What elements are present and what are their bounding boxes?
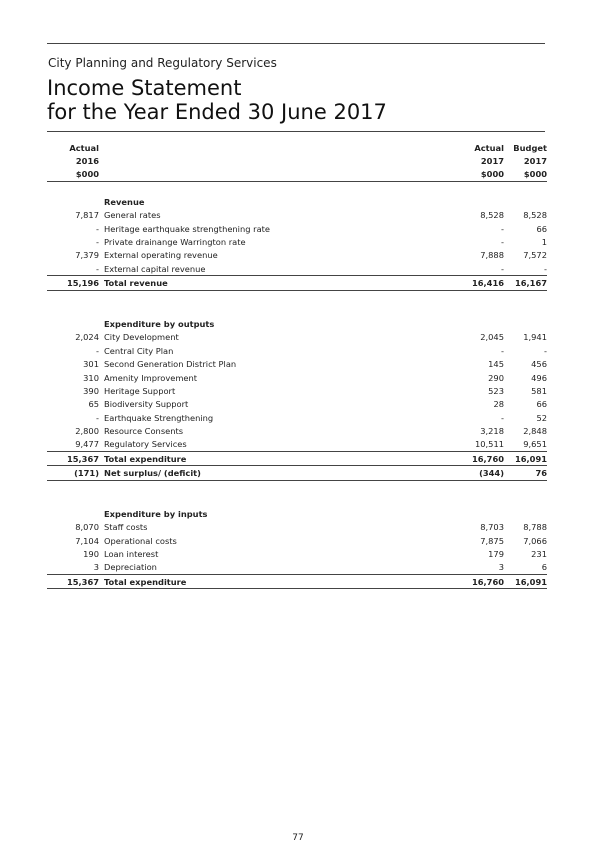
budget-2017-value: 7,066	[523, 535, 547, 546]
table-row	[47, 371, 547, 384]
header-row	[47, 168, 547, 182]
budget-2017-value: 8,528	[523, 210, 547, 221]
table-row	[47, 438, 547, 452]
header-row	[47, 141, 547, 154]
page-subtitle: for the Year Ended 30 June 2017	[47, 100, 387, 124]
actual-2016-value: 2,024	[75, 332, 99, 343]
spacer-row	[47, 480, 547, 494]
line-item-label: External capital revenue	[104, 263, 206, 274]
line-item-label: Second Generation District Plan	[104, 359, 237, 370]
budget-2017-value: 7,572	[523, 250, 547, 261]
actual-2016-value: -	[96, 412, 99, 423]
budget-2017-value: 1	[541, 237, 547, 248]
column-headers	[47, 141, 547, 182]
line-item-label: Earthquake Strengthening	[104, 412, 214, 423]
spacer-row	[47, 182, 547, 196]
budget-2017-value: 16,091	[504, 575, 547, 589]
section-heading: Expenditure by inputs	[104, 508, 208, 519]
budget-2017-value: 1,941	[523, 332, 547, 343]
spacer-row	[47, 494, 547, 507]
budget-2017-value: 52	[536, 412, 547, 423]
table-row	[47, 235, 547, 248]
actual-2016-value: 15,367	[47, 575, 99, 589]
line-item-label: Amenity Improvement	[104, 372, 198, 383]
col-header-actual-2017: Actual	[474, 142, 504, 153]
actual-2017-value: 10,511	[474, 439, 504, 450]
actual-2017-value: 16,760	[449, 575, 504, 589]
actual-2017-value: -	[501, 263, 504, 274]
budget-2017-value: 496	[531, 372, 547, 383]
line-item-label: Resource Consents	[104, 425, 184, 436]
line-item-label: Loan interest	[104, 548, 159, 559]
table-row	[47, 249, 547, 262]
line-item-label: Central City Plan	[104, 345, 174, 356]
page-title: Income Statement	[47, 76, 242, 100]
col-header-year-2017-budget: 2017	[523, 156, 547, 167]
actual-2016-value: 7,379	[75, 250, 99, 261]
section-heading-row	[47, 507, 547, 520]
total-revenue-row	[47, 276, 547, 290]
budget-2017-value: 581	[531, 385, 547, 396]
actual-2016-value: 7,104	[75, 535, 99, 546]
budget-2017-value: 76	[504, 466, 547, 480]
actual-2016-value: 190	[83, 548, 99, 559]
table-row	[47, 411, 547, 424]
table-row	[47, 222, 547, 235]
actual-2016-value: 7,817	[75, 210, 99, 221]
col-header-unit-2017: $000	[449, 168, 504, 182]
line-item-label: Biodiversity Support	[104, 399, 189, 410]
col-header-year-2016: 2016	[75, 156, 99, 167]
actual-2017-value: 8,703	[480, 522, 504, 533]
table-row	[47, 262, 547, 276]
header-row	[47, 154, 547, 167]
actual-2017-value: 523	[488, 385, 504, 396]
actual-2017-value: 8,528	[480, 210, 504, 221]
total-expenditure-inputs-row	[47, 575, 547, 589]
line-item-label: General rates	[104, 210, 161, 221]
statement-body	[47, 182, 547, 589]
net-surplus-row	[47, 466, 547, 480]
actual-2016-value: 301	[83, 359, 99, 370]
line-item-label: Depreciation	[104, 562, 157, 573]
line-item-label: Total expenditure	[99, 451, 449, 465]
actual-2016-value: -	[96, 237, 99, 248]
budget-2017-value: 66	[536, 223, 547, 234]
actual-2017-value: 16,416	[449, 276, 504, 290]
actual-2016-value: 9,477	[75, 439, 99, 450]
line-item-label: City Development	[104, 332, 179, 343]
line-item-label: Total expenditure	[99, 575, 449, 589]
table-row	[47, 358, 547, 371]
page-number: 77	[292, 833, 304, 843]
section-heading: Expenditure by outputs	[104, 319, 215, 330]
actual-2017-value: -	[501, 223, 504, 234]
budget-2017-value: 2,848	[523, 425, 547, 436]
actual-2016-value: 2,800	[75, 425, 99, 436]
income-statement-table	[47, 141, 547, 589]
actual-2016-value: 3	[93, 562, 99, 573]
section-heading-row	[47, 195, 547, 208]
line-item-label: Private drainange Warrington rate	[104, 237, 246, 248]
spacer-row	[47, 290, 547, 304]
budget-2017-value: -	[544, 263, 547, 274]
actual-2017-value: 3,218	[480, 425, 504, 436]
actual-2016-value: -	[96, 345, 99, 356]
budget-2017-value: 66	[536, 399, 547, 410]
col-header-unit-budget: $000	[504, 168, 547, 182]
col-header-unit-2016: $000	[47, 168, 99, 182]
actual-2016-value: 8,070	[75, 522, 99, 533]
table-row	[47, 547, 547, 560]
table-row	[47, 424, 547, 437]
line-item-label: Total revenue	[99, 276, 449, 290]
line-item-label: Operational costs	[104, 535, 177, 546]
col-header-budget-2017: Budget	[513, 142, 547, 153]
col-header-actual-2016: Actual	[69, 142, 99, 153]
budget-2017-value: 16,167	[504, 276, 547, 290]
actual-2016-value: 390	[83, 385, 99, 396]
line-item-label: Heritage earthquake strengthening rate	[104, 223, 271, 234]
actual-2017-value: 7,875	[480, 535, 504, 546]
section-heading-row	[47, 317, 547, 330]
actual-2017-value: -	[501, 345, 504, 356]
actual-2016-value: 65	[88, 399, 99, 410]
budget-2017-value: -	[544, 345, 547, 356]
section-heading: Revenue	[104, 197, 145, 208]
actual-2017-value: 179	[488, 548, 504, 559]
actual-2016-value: (171)	[47, 466, 99, 480]
actual-2017-value: 7,888	[480, 250, 504, 261]
actual-2016-value: 310	[83, 372, 99, 383]
actual-2016-value: 15,196	[47, 276, 99, 290]
budget-2017-value: 456	[531, 359, 547, 370]
table-row	[47, 331, 547, 344]
table-row	[47, 344, 547, 357]
actual-2017-value: -	[501, 412, 504, 423]
line-item-label: Regulatory Services	[104, 439, 187, 450]
actual-2016-value: -	[96, 263, 99, 274]
top-rule	[47, 43, 545, 44]
table-row	[47, 384, 547, 397]
line-item-label: Net surplus/ (deficit)	[99, 466, 449, 480]
actual-2017-value: (344)	[449, 466, 504, 480]
table-row	[47, 398, 547, 411]
budget-2017-value: 9,651	[523, 439, 547, 450]
table-row	[47, 521, 547, 534]
actual-2017-value: 3	[498, 562, 504, 573]
actual-2017-value: 28	[493, 399, 504, 410]
actual-2017-value: 16,760	[449, 451, 504, 465]
spacer-row	[47, 304, 547, 317]
col-header-year-2017: 2017	[480, 156, 504, 167]
table-row	[47, 534, 547, 547]
total-expenditure-row	[47, 451, 547, 465]
budget-2017-value: 8,788	[523, 522, 547, 533]
actual-2016-value: 15,367	[47, 451, 99, 465]
table-row	[47, 561, 547, 575]
title-rule	[47, 131, 545, 132]
department-name: City Planning and Regulatory Services	[48, 56, 277, 70]
actual-2017-value: 290	[488, 372, 504, 383]
line-item-label: External operating revenue	[104, 250, 218, 261]
budget-2017-value: 6	[541, 562, 547, 573]
table-row	[47, 209, 547, 222]
budget-2017-value: 16,091	[504, 451, 547, 465]
actual-2017-value: 2,045	[480, 332, 504, 343]
budget-2017-value: 231	[531, 548, 547, 559]
line-item-label: Staff costs	[104, 522, 148, 533]
actual-2016-value: -	[96, 223, 99, 234]
actual-2017-value: -	[501, 237, 504, 248]
actual-2017-value: 145	[488, 359, 504, 370]
line-item-label: Heritage Support	[104, 385, 176, 396]
